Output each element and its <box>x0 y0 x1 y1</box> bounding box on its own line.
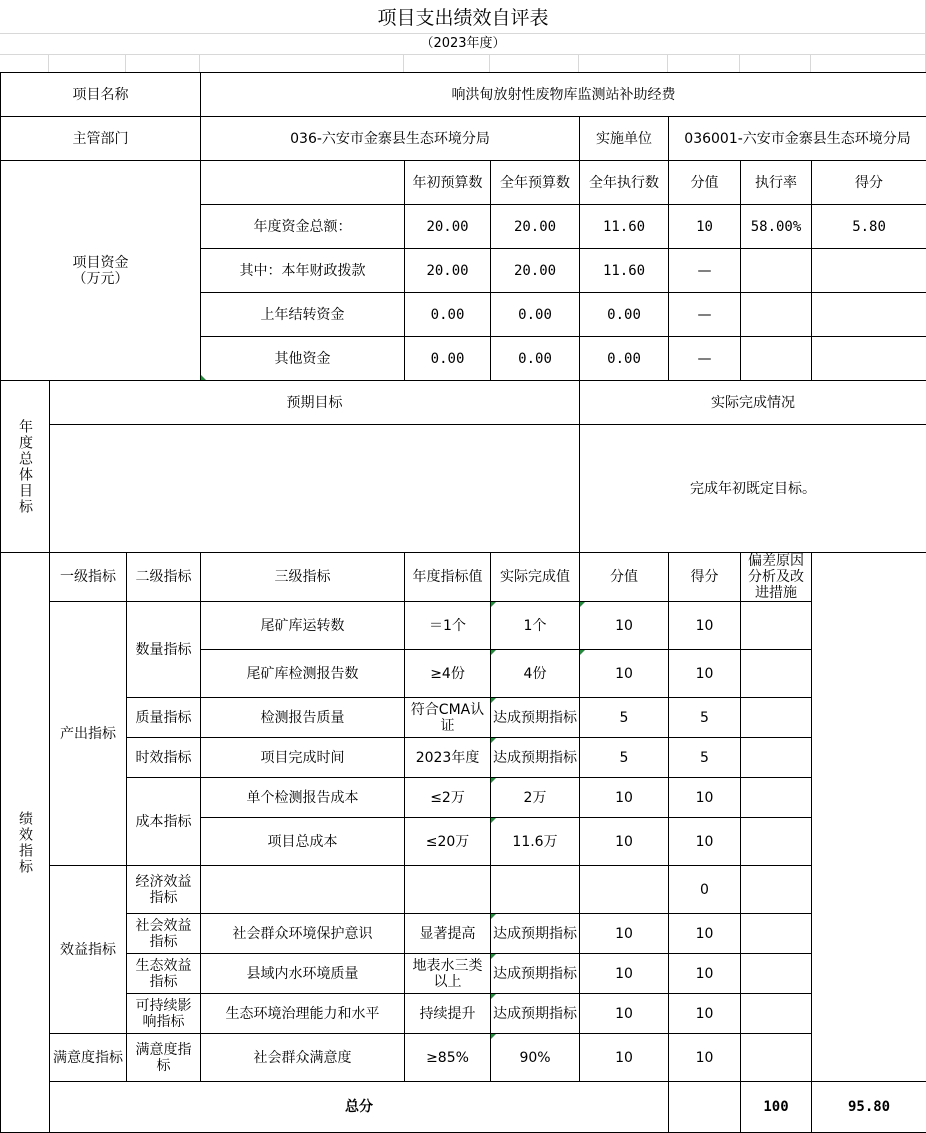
indicators-label: 绩效指标 <box>1 553 50 1133</box>
ind-l1-satisfaction: 满意度指标 <box>50 1034 127 1082</box>
dept-value: 036-六安市金寨县生态环境分局 <box>201 117 580 161</box>
ind-note <box>741 778 812 818</box>
ind-target <box>405 866 491 914</box>
indicator-row <box>1 698 926 738</box>
ind-actual-text: 1个 <box>524 618 547 634</box>
evaluation-table <box>0 72 926 1133</box>
indicator-row <box>1 602 926 650</box>
ind-header-score-value: 分值 <box>580 553 669 602</box>
ind-score-value: 10 <box>580 778 669 818</box>
indicator-row <box>1 738 926 778</box>
goal-header-row <box>1 381 926 425</box>
page-title: 项目支出绩效自评表 <box>0 0 926 34</box>
ind-target: ≤20万 <box>405 818 491 866</box>
ind-score: 5 <box>669 738 741 778</box>
ind-actual <box>491 818 580 866</box>
indicator-row <box>1 1034 926 1082</box>
total-blank <box>669 1082 741 1133</box>
ind-l3: 尾矿库运转数 <box>201 602 405 650</box>
project-name-value: 响洪甸放射性废物库监测站补助经费 <box>201 73 926 117</box>
ind-header-l2: 二级指标 <box>127 553 201 602</box>
funds-cell: 11.60 <box>580 205 669 249</box>
ind-note <box>741 818 812 866</box>
funds-cell: 20.00 <box>405 249 491 293</box>
indicator-row <box>1 954 926 994</box>
ind-score: 10 <box>669 602 741 650</box>
dept-label: 主管部门 <box>1 117 201 161</box>
ind-l2-quality: 质量指标 <box>127 698 201 738</box>
funds-cell: 11.60 <box>580 249 669 293</box>
ind-score-value-text: 10 <box>615 666 633 682</box>
ind-actual-text: 达成预期指标 <box>493 710 577 726</box>
funds-header-rate: 执行率 <box>741 161 812 205</box>
project-name-label: 项目名称 <box>1 73 201 117</box>
ind-actual-text: 达成预期指标 <box>493 966 577 982</box>
funds-cell: — <box>669 337 741 381</box>
ind-target: ＝1个 <box>405 602 491 650</box>
ind-score-value: 5 <box>580 738 669 778</box>
ind-target: 2023年度 <box>405 738 491 778</box>
ind-note <box>741 866 812 914</box>
ind-score: 10 <box>669 914 741 954</box>
funds-cell: — <box>669 293 741 337</box>
funds-row-label <box>201 337 405 381</box>
ind-note <box>741 1034 812 1082</box>
funds-cell: 0.00 <box>491 293 580 337</box>
ind-l2-timeliness: 时效指标 <box>127 738 201 778</box>
project-name-row <box>1 73 926 117</box>
funds-header-annual: 全年预算数 <box>491 161 580 205</box>
funds-row-label-text: 其他资金 <box>275 351 331 367</box>
ind-score-value: 10 <box>580 914 669 954</box>
ind-target: 符合CMA认证 <box>405 698 491 738</box>
ind-header-l1: 一级指标 <box>50 553 127 602</box>
ind-score-value-text: 10 <box>615 618 633 634</box>
ind-l3: 项目总成本 <box>201 818 405 866</box>
total-row <box>1 1082 926 1133</box>
ind-l1-benefit: 效益指标 <box>50 866 127 1034</box>
ind-score-value: 5 <box>580 698 669 738</box>
ind-note <box>741 954 812 994</box>
ind-actual-text: 达成预期指标 <box>493 750 577 766</box>
total-score-value: 100 <box>741 1082 812 1133</box>
funds-cell: 0.00 <box>491 337 580 381</box>
ind-actual <box>491 778 580 818</box>
ind-l3: 单个检测报告成本 <box>201 778 405 818</box>
funds-cell <box>741 337 812 381</box>
ind-l3: 项目完成时间 <box>201 738 405 778</box>
unit-value: 036001-六安市金寨县生态环境分局 <box>669 117 926 161</box>
department-row <box>1 117 926 161</box>
ind-l2-social: 社会效益指标 <box>127 914 201 954</box>
funds-row-label: 其中：本年财政拨款 <box>201 249 405 293</box>
indicator-row <box>1 914 926 954</box>
ind-actual <box>491 1034 580 1082</box>
ind-score-value: 10 <box>580 954 669 994</box>
ind-score-value <box>580 866 669 914</box>
funds-cell: — <box>669 249 741 293</box>
ind-actual-text: 4份 <box>524 666 547 682</box>
ind-header-note: 偏差原因分析及改进措施 <box>741 553 812 602</box>
ind-note <box>741 650 812 698</box>
ind-actual <box>491 866 580 914</box>
funds-cell: 0.00 <box>580 337 669 381</box>
ind-note <box>741 698 812 738</box>
funds-cell <box>812 337 926 381</box>
funds-cell: 5.80 <box>812 205 926 249</box>
ind-actual-text: 90% <box>519 1050 550 1066</box>
ind-l3: 尾矿库检测报告数 <box>201 650 405 698</box>
ind-header-actual: 实际完成值 <box>491 553 580 602</box>
ind-actual-text: 2万 <box>524 790 547 806</box>
ind-l3: 社会群众满意度 <box>201 1034 405 1082</box>
ind-header-score: 得分 <box>669 553 741 602</box>
goal-expected-header: 预期目标 <box>50 381 580 425</box>
ind-note <box>741 994 812 1034</box>
ind-l3 <box>201 866 405 914</box>
funds-header-initial: 年初预算数 <box>405 161 491 205</box>
funds-cell <box>812 249 926 293</box>
ind-score-value: 10 <box>580 1034 669 1082</box>
ind-header-l3: 三级指标 <box>201 553 405 602</box>
ind-score: 5 <box>669 698 741 738</box>
funds-cell: 20.00 <box>491 249 580 293</box>
ind-target: ≤2万 <box>405 778 491 818</box>
ind-target: ≥4份 <box>405 650 491 698</box>
ind-actual-text: 11.6万 <box>512 834 557 850</box>
total-score: 95.80 <box>812 1082 926 1133</box>
ind-target: 地表水三类以上 <box>405 954 491 994</box>
ind-score-value <box>580 650 669 698</box>
ind-actual <box>491 602 580 650</box>
ind-l3: 县域内水环境质量 <box>201 954 405 994</box>
ind-l3: 社会群众环境保护意识 <box>201 914 405 954</box>
ind-score: 10 <box>669 954 741 994</box>
funds-cell <box>741 293 812 337</box>
funds-cell: 10 <box>669 205 741 249</box>
funds-row-label: 上年结转资金 <box>201 293 405 337</box>
funds-row-label: 年度资金总额： <box>201 205 405 249</box>
funds-header-executed: 全年执行数 <box>580 161 669 205</box>
ind-actual-text: 达成预期指标 <box>493 926 577 942</box>
indicator-row <box>1 866 926 914</box>
ind-score-value: 10 <box>580 818 669 866</box>
goal-actual-value: 完成年初既定目标。 <box>580 425 926 553</box>
ind-score: 10 <box>669 994 741 1034</box>
ind-l2-cost: 成本指标 <box>127 778 201 866</box>
ind-l2-economic: 经济效益指标 <box>127 866 201 914</box>
goal-expected-value <box>50 425 580 553</box>
ind-l3: 生态环境治理能力和水平 <box>201 994 405 1034</box>
ind-actual <box>491 698 580 738</box>
ind-l2-sustainable: 可持续影响指标 <box>127 994 201 1034</box>
ind-score-value <box>580 602 669 650</box>
funds-cell: 58.00% <box>741 205 812 249</box>
funds-header-score: 得分 <box>812 161 926 205</box>
ind-note <box>741 602 812 650</box>
ind-actual <box>491 738 580 778</box>
funds-cell: 20.00 <box>405 205 491 249</box>
ind-score: 10 <box>669 778 741 818</box>
goal-label: 年度总体目标 <box>1 381 50 553</box>
ind-note <box>741 738 812 778</box>
ind-actual <box>491 994 580 1034</box>
ind-score-value: 10 <box>580 994 669 1034</box>
ind-score: 10 <box>669 1034 741 1082</box>
unit-label: 实施单位 <box>580 117 669 161</box>
ind-target: 显著提高 <box>405 914 491 954</box>
funds-cell: 0.00 <box>405 293 491 337</box>
ind-score: 0 <box>669 866 741 914</box>
funds-header-blank <box>201 161 405 205</box>
goal-actual-header: 实际完成情况 <box>580 381 926 425</box>
ind-actual <box>491 650 580 698</box>
ind-actual-text: 达成预期指标 <box>493 1006 577 1022</box>
funds-cell: 0.00 <box>580 293 669 337</box>
funds-cell: 20.00 <box>491 205 580 249</box>
funds-cell <box>812 293 926 337</box>
ind-actual <box>491 914 580 954</box>
ind-l2-ecological: 生态效益指标 <box>127 954 201 994</box>
ind-l3: 检测报告质量 <box>201 698 405 738</box>
ind-score: 10 <box>669 650 741 698</box>
ind-target: 持续提升 <box>405 994 491 1034</box>
funds-label: 项目资金 （万元） <box>1 161 201 381</box>
ind-note <box>741 914 812 954</box>
ind-header-target: 年度指标值 <box>405 553 491 602</box>
indicator-row <box>1 778 926 818</box>
funds-cell <box>741 249 812 293</box>
funds-cell: 0.00 <box>405 337 491 381</box>
ind-l2-quantity: 数量指标 <box>127 602 201 698</box>
ind-l2-satisfaction: 满意度指标 <box>127 1034 201 1082</box>
funds-header-score-value: 分值 <box>669 161 741 205</box>
ind-score: 10 <box>669 818 741 866</box>
indicator-header-row <box>1 553 926 602</box>
funds-header-row <box>1 161 926 205</box>
indicator-row <box>1 994 926 1034</box>
ind-l1-output: 产出指标 <box>50 602 127 866</box>
ind-target: ≥85% <box>405 1034 491 1082</box>
ind-actual <box>491 954 580 994</box>
total-label: 总分 <box>50 1082 669 1133</box>
page-subtitle: （2023年度） <box>0 34 926 54</box>
goal-content-row <box>1 425 926 553</box>
